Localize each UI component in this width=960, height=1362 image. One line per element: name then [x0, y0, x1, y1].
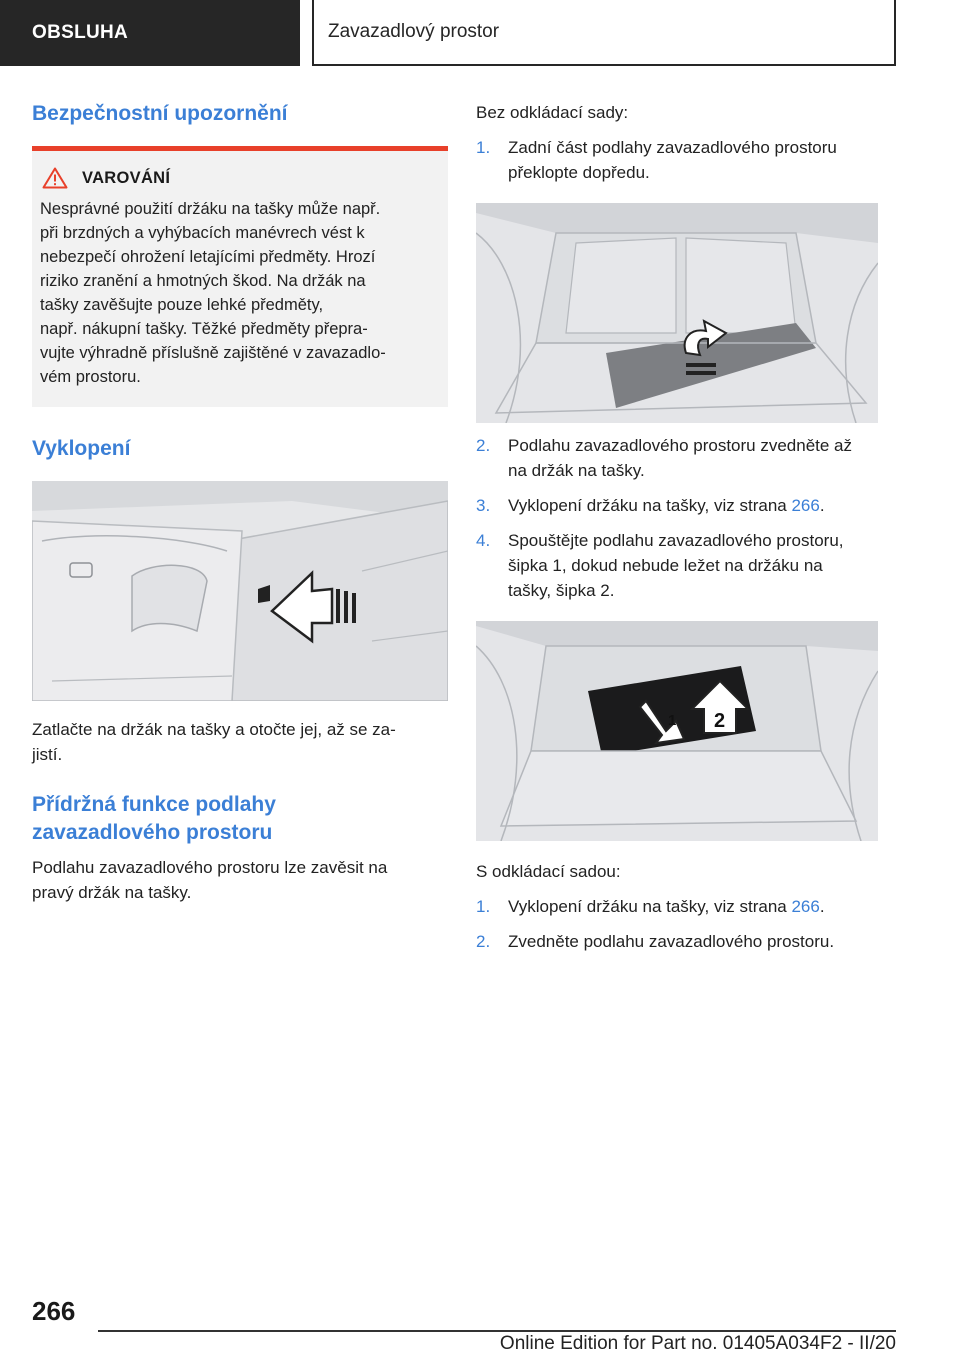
page-link[interactable]: 266 — [791, 897, 820, 916]
step-text — [508, 894, 825, 919]
warning-triangle-icon — [42, 167, 68, 189]
heading-line: Přídržná funkce podlahy — [32, 793, 276, 816]
text-line: . — [819, 496, 825, 515]
text-line: pravý držák na tašky. — [32, 883, 192, 902]
hold-heading — [32, 791, 448, 847]
safety-heading: Bezpečnostní upozornění — [32, 102, 288, 125]
warning-label: VAROVÁNÍ — [82, 168, 171, 187]
fold-heading: Vyklopení — [32, 437, 131, 460]
list-item — [476, 528, 896, 603]
text-line: na držák na tašky. — [508, 461, 645, 480]
step-text — [508, 528, 844, 603]
list-item — [476, 135, 896, 185]
warning-line: riziko zranění a hmotných škod. Na držák na — [40, 272, 366, 290]
warning-line: Nesprávné použití držáku na tašky může např. — [40, 200, 381, 218]
page-link[interactable]: 266 — [791, 496, 820, 515]
page-header — [0, 0, 960, 66]
step-text — [508, 493, 825, 518]
step-text: Zvedněte podlahu zavazadlového prostoru. — [508, 932, 835, 951]
step-number: 2. — [476, 932, 491, 951]
steps-list-b — [476, 433, 896, 603]
list-item — [476, 929, 896, 954]
fold-text — [32, 717, 448, 767]
text-line: Vyklopení držáku na tašky, viz strana — [508, 897, 792, 916]
warning-line: vujte výhradně příslušně zajištěné v zavazadlo- — [40, 344, 386, 362]
list-item — [476, 433, 896, 483]
without-kit-label: Bez odkládací sady: — [476, 103, 629, 122]
warning-line: např. nákupní tašky. Těžké předměty přepra- — [40, 320, 368, 338]
hold-text — [32, 855, 448, 905]
steps-list-c — [476, 894, 896, 954]
left-column — [32, 100, 448, 905]
arrow-1-label: 1 — [668, 712, 677, 729]
text-line: překlopte dopředu. — [508, 163, 650, 182]
step-text — [508, 433, 852, 483]
text-line: . — [819, 897, 825, 916]
figure-floor-fold — [476, 203, 878, 423]
step-number: 1. — [476, 138, 491, 157]
chapter-title: Zavazadlový prostor — [312, 0, 896, 66]
edition-note: Online Edition for Part no. 01405A034F2 - II/20 — [499, 1333, 896, 1354]
text-line: Spouštějte podlahu zavazadlového prostoru, — [508, 531, 844, 550]
footer-divider — [98, 1330, 896, 1332]
text-line: Podlahu zavazadlového prostoru zvedněte až — [508, 436, 853, 455]
warning-line: vém prostoru. — [40, 368, 141, 386]
figure-bag-hook — [32, 481, 448, 701]
page-number: 266 — [32, 1296, 76, 1326]
warning-line: tašky zavěšujte pouze lehké předměty, — [40, 296, 324, 314]
step-number: 1. — [476, 897, 491, 916]
list-item — [476, 493, 896, 518]
step-number: 3. — [476, 496, 491, 515]
with-kit-label: S odkládací sadou: — [476, 862, 621, 881]
arrow-2-label: 2 — [714, 710, 726, 732]
warning-title — [42, 167, 440, 189]
text-line: Vyklopení držáku na tašky, viz strana — [508, 496, 792, 515]
list-item — [476, 894, 896, 919]
step-number: 4. — [476, 531, 491, 550]
warning-line: nebezpečí ohrožení letajícími předměty. Hrozí — [40, 248, 376, 266]
warning-box — [32, 146, 448, 407]
right-column — [476, 100, 896, 954]
warning-text — [40, 197, 440, 389]
text-line: jistí. — [32, 745, 63, 764]
figure-floor-lower — [476, 621, 878, 841]
text-line: tašky, šipka 2. — [508, 581, 615, 600]
step-number: 2. — [476, 436, 491, 455]
section-tab: OBSLUHA — [0, 0, 300, 66]
text-line: Zadní část podlahy zavazadlového prostoru — [508, 138, 837, 157]
text-line: šipka 1, dokud nebude ležet na držáku na — [508, 556, 823, 575]
heading-line: zavazadlového prostoru — [32, 821, 273, 844]
text-line: Podlahu zavazadlového prostoru lze zavěsit na — [32, 858, 388, 877]
steps-list-a — [476, 135, 896, 185]
text-line: Zatlačte na držák na tašky a otočte jej, až se za- — [32, 720, 396, 739]
step-text — [508, 135, 837, 185]
warning-line: při brzdných a vyhýbacích manévrech vést k — [40, 224, 365, 242]
